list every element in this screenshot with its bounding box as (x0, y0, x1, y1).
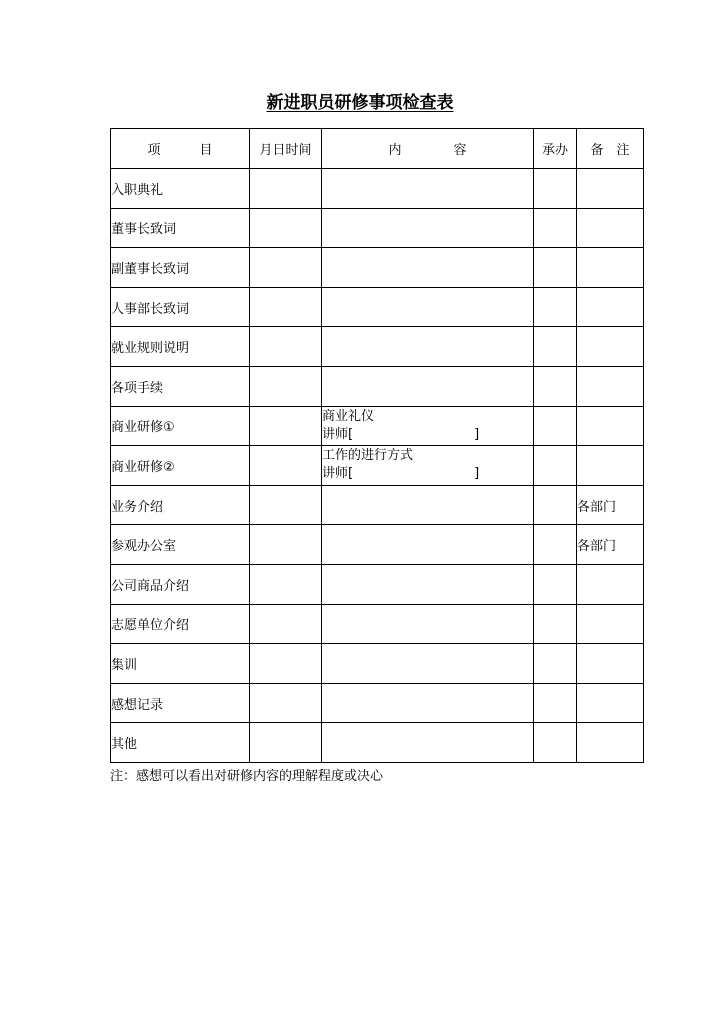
checklist-table (110, 128, 644, 763)
item-cell: 参观办公室 (111, 525, 250, 565)
table-row (111, 287, 644, 327)
date-time-cell (250, 366, 322, 406)
remarks-cell (577, 446, 644, 486)
remarks-cell (577, 644, 644, 684)
remarks-cell (577, 683, 644, 723)
table-row (111, 604, 644, 644)
table-row (111, 683, 644, 723)
header-handler: 承办 (534, 129, 577, 169)
remarks-cell: 各部门 (577, 485, 644, 525)
table-row (111, 366, 644, 406)
handler-cell (534, 644, 577, 684)
item-cell: 各项手续 (111, 366, 250, 406)
date-time-cell (250, 683, 322, 723)
content-cell (322, 366, 534, 406)
table-row (111, 446, 644, 486)
content-cell (322, 644, 534, 684)
header-content: 内 容 (322, 129, 534, 169)
handler-cell (534, 327, 577, 367)
lecturer-bracket-close: ] (474, 426, 480, 442)
remarks-cell (577, 287, 644, 327)
handler-cell (534, 248, 577, 288)
lecturer-label: 讲师[ (322, 426, 354, 442)
remarks-cell (577, 169, 644, 209)
table-row (111, 208, 644, 248)
content-cell (322, 564, 534, 604)
table-row (111, 644, 644, 684)
handler-cell (534, 604, 577, 644)
page-title: 新进职员研修事项检查表 (266, 93, 454, 113)
handler-cell (534, 564, 577, 604)
table-row (111, 485, 644, 525)
item-cell: 商业研修② (111, 446, 250, 486)
content-cell (322, 446, 534, 486)
content-cell (322, 287, 534, 327)
handler-cell (534, 723, 577, 763)
footnote: 注：感想可以看出对研修内容的理解程度或决心 (110, 769, 384, 784)
content-cell (322, 208, 534, 248)
handler-cell (534, 406, 577, 446)
table-row (111, 327, 644, 367)
remarks-cell (577, 564, 644, 604)
content-cell (322, 327, 534, 367)
item-cell: 集训 (111, 644, 250, 684)
lecturer-label: 讲师[ (322, 466, 354, 482)
remarks-cell (577, 208, 644, 248)
item-cell: 志愿单位介绍 (111, 604, 250, 644)
header-date-time: 月日时间 (250, 129, 322, 169)
header-item: 项 目 (111, 129, 250, 169)
remarks-cell (577, 248, 644, 288)
content-cell (322, 169, 534, 209)
handler-cell (534, 287, 577, 327)
table-row (111, 248, 644, 288)
content-cell (322, 604, 534, 644)
content-cell (322, 485, 534, 525)
content-cell (322, 525, 534, 565)
date-time-cell (250, 446, 322, 486)
content-topic: 工作的进行方式 (322, 448, 414, 464)
handler-cell (534, 683, 577, 723)
remarks-cell (577, 327, 644, 367)
table-row (111, 169, 644, 209)
date-time-cell (250, 406, 322, 446)
remarks-cell (577, 604, 644, 644)
header-remarks: 备 注 (577, 129, 644, 169)
item-cell: 副董事长致词 (111, 248, 250, 288)
content-cell (322, 723, 534, 763)
date-time-cell (250, 564, 322, 604)
item-cell: 感想记录 (111, 683, 250, 723)
item-cell: 公司商品介绍 (111, 564, 250, 604)
table-row (111, 406, 644, 446)
date-time-cell (250, 287, 322, 327)
remarks-cell (577, 723, 644, 763)
lecturer-bracket-close: ] (474, 466, 480, 482)
date-time-cell (250, 525, 322, 565)
date-time-cell (250, 723, 322, 763)
remarks-cell: 各部门 (577, 525, 644, 565)
remarks-cell (577, 366, 644, 406)
item-cell: 董事长致词 (111, 208, 250, 248)
date-time-cell (250, 327, 322, 367)
remarks-cell (577, 406, 644, 446)
lecturer-field (322, 426, 533, 444)
lecturer-field (322, 465, 533, 483)
item-cell: 人事部长致词 (111, 287, 250, 327)
date-time-cell (250, 169, 322, 209)
item-cell: 入职典礼 (111, 169, 250, 209)
table-row (111, 525, 644, 565)
table-header-row (111, 129, 644, 169)
table-row (111, 723, 644, 763)
table-row (111, 564, 644, 604)
item-cell: 就业规则说明 (111, 327, 250, 367)
handler-cell (534, 525, 577, 565)
date-time-cell (250, 644, 322, 684)
item-cell: 商业研修① (111, 406, 250, 446)
handler-cell (534, 208, 577, 248)
content-cell (322, 406, 534, 446)
content-cell (322, 248, 534, 288)
date-time-cell (250, 604, 322, 644)
content-topic: 商业礼仪 (322, 408, 375, 424)
date-time-cell (250, 208, 322, 248)
date-time-cell (250, 248, 322, 288)
date-time-cell (250, 485, 322, 525)
handler-cell (534, 169, 577, 209)
content-cell (322, 683, 534, 723)
handler-cell (534, 446, 577, 486)
handler-cell (534, 485, 577, 525)
handler-cell (534, 366, 577, 406)
item-cell: 其他 (111, 723, 250, 763)
item-cell: 业务介绍 (111, 485, 250, 525)
